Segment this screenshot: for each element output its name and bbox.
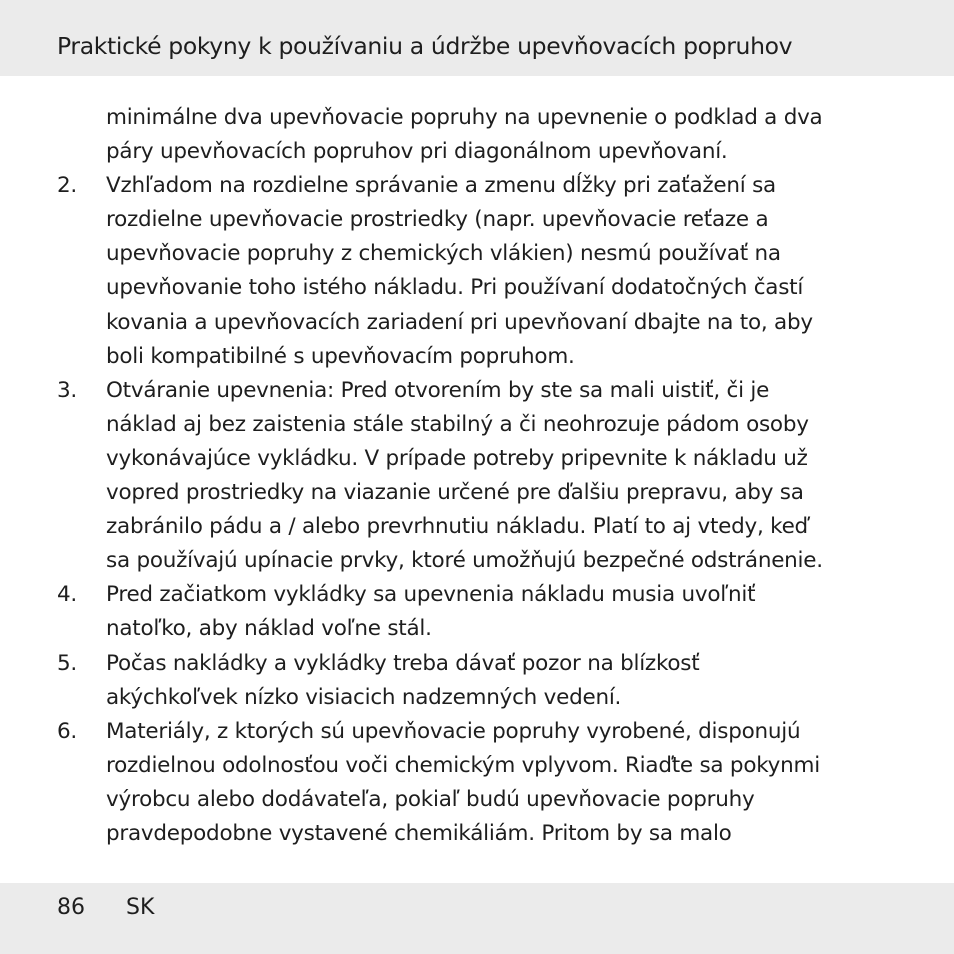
text-line: natoľko, aby náklad voľne stál.	[106, 616, 432, 642]
document-body	[57, 101, 907, 851]
text-line: zabránilo pádu a / alebo prevrhnutiu nákladu. Platí to aj vtedy, keď	[106, 514, 808, 540]
text-line: kovania a upevňovacích zariadení pri upevňovaní dbajte na to, aby	[106, 309, 813, 335]
text-line: vopred prostriedky na viazanie určené pre ďalšiu prepravu, aby sa	[106, 480, 804, 506]
text-line: rozdielne upevňovacie prostriedky (napr. upevňovacie reťaze a	[106, 207, 769, 233]
list-item-6	[57, 715, 907, 851]
text-line: Otváranie upevnenia: Pred otvorením by ste sa mali uistiť, či je	[106, 377, 770, 403]
list-item-5	[57, 647, 907, 715]
list-number: 2.	[57, 173, 78, 199]
text-line: výrobcu alebo dodávateľa, pokiaľ budú upevňovacie popruhy	[106, 786, 755, 812]
list-item-3	[57, 374, 907, 579]
page-title: Praktické pokyny k používaniu a údržbe upevňovacích popruhov	[57, 32, 793, 60]
list-item-4	[57, 578, 907, 646]
text-line: páry upevňovacích popruhov pri diagonálnom upevňovaní.	[106, 139, 728, 165]
page-number: 86	[57, 895, 85, 920]
text-line: Pred začiatkom vykládky sa upevnenia nákladu musia uvoľniť	[106, 582, 756, 608]
text-line: Vzhľadom na rozdielne správanie a zmenu dĺžky pri zaťažení sa	[106, 173, 776, 199]
continuation-paragraph	[57, 101, 907, 169]
list-number: 6.	[57, 718, 78, 744]
text-line: Počas nakládky a vykládky treba dávať pozor na blízkosť	[106, 650, 700, 676]
text-line: Materiály, z ktorých sú upevňovacie popruhy vyrobené, disponujú	[106, 718, 801, 744]
text-line: minimálne dva upevňovacie popruhy na upevnenie o podklad a dva	[106, 105, 823, 130]
text-line: pravdepodobne vystavené chemikáliám. Pritom by sa malo	[106, 820, 732, 846]
text-line: náklad aj bez zaistenia stále stabilný a či neohrozuje pádom osoby	[106, 411, 809, 437]
text-line: akýchkoľvek nízko visiacich nadzemných vedení.	[106, 684, 622, 710]
list-number: 5.	[57, 650, 78, 676]
list-number: 4.	[57, 582, 78, 608]
language-code: SK	[126, 895, 155, 920]
text-line: upevňovacie popruhy z chemických vlákien) nesmú používať na	[106, 241, 781, 267]
text-line: boli kompatibilné s upevňovacím popruhom.	[106, 343, 575, 369]
list-item-2	[57, 169, 907, 374]
text-line: upevňovanie toho istého nákladu. Pri používaní dodatočných častí	[106, 275, 804, 301]
text-line: sa používajú upínacie prvky, ktoré umožňujú bezpečné odstránenie.	[106, 548, 823, 574]
text-line: rozdielnou odolnosťou voči chemickým vplyvom. Riaďte sa pokynmi	[106, 752, 820, 778]
text-line: vykonávajúce vykládku. V prípade potreby pripevnite k nákladu už	[106, 445, 808, 471]
list-number: 3.	[57, 377, 78, 403]
